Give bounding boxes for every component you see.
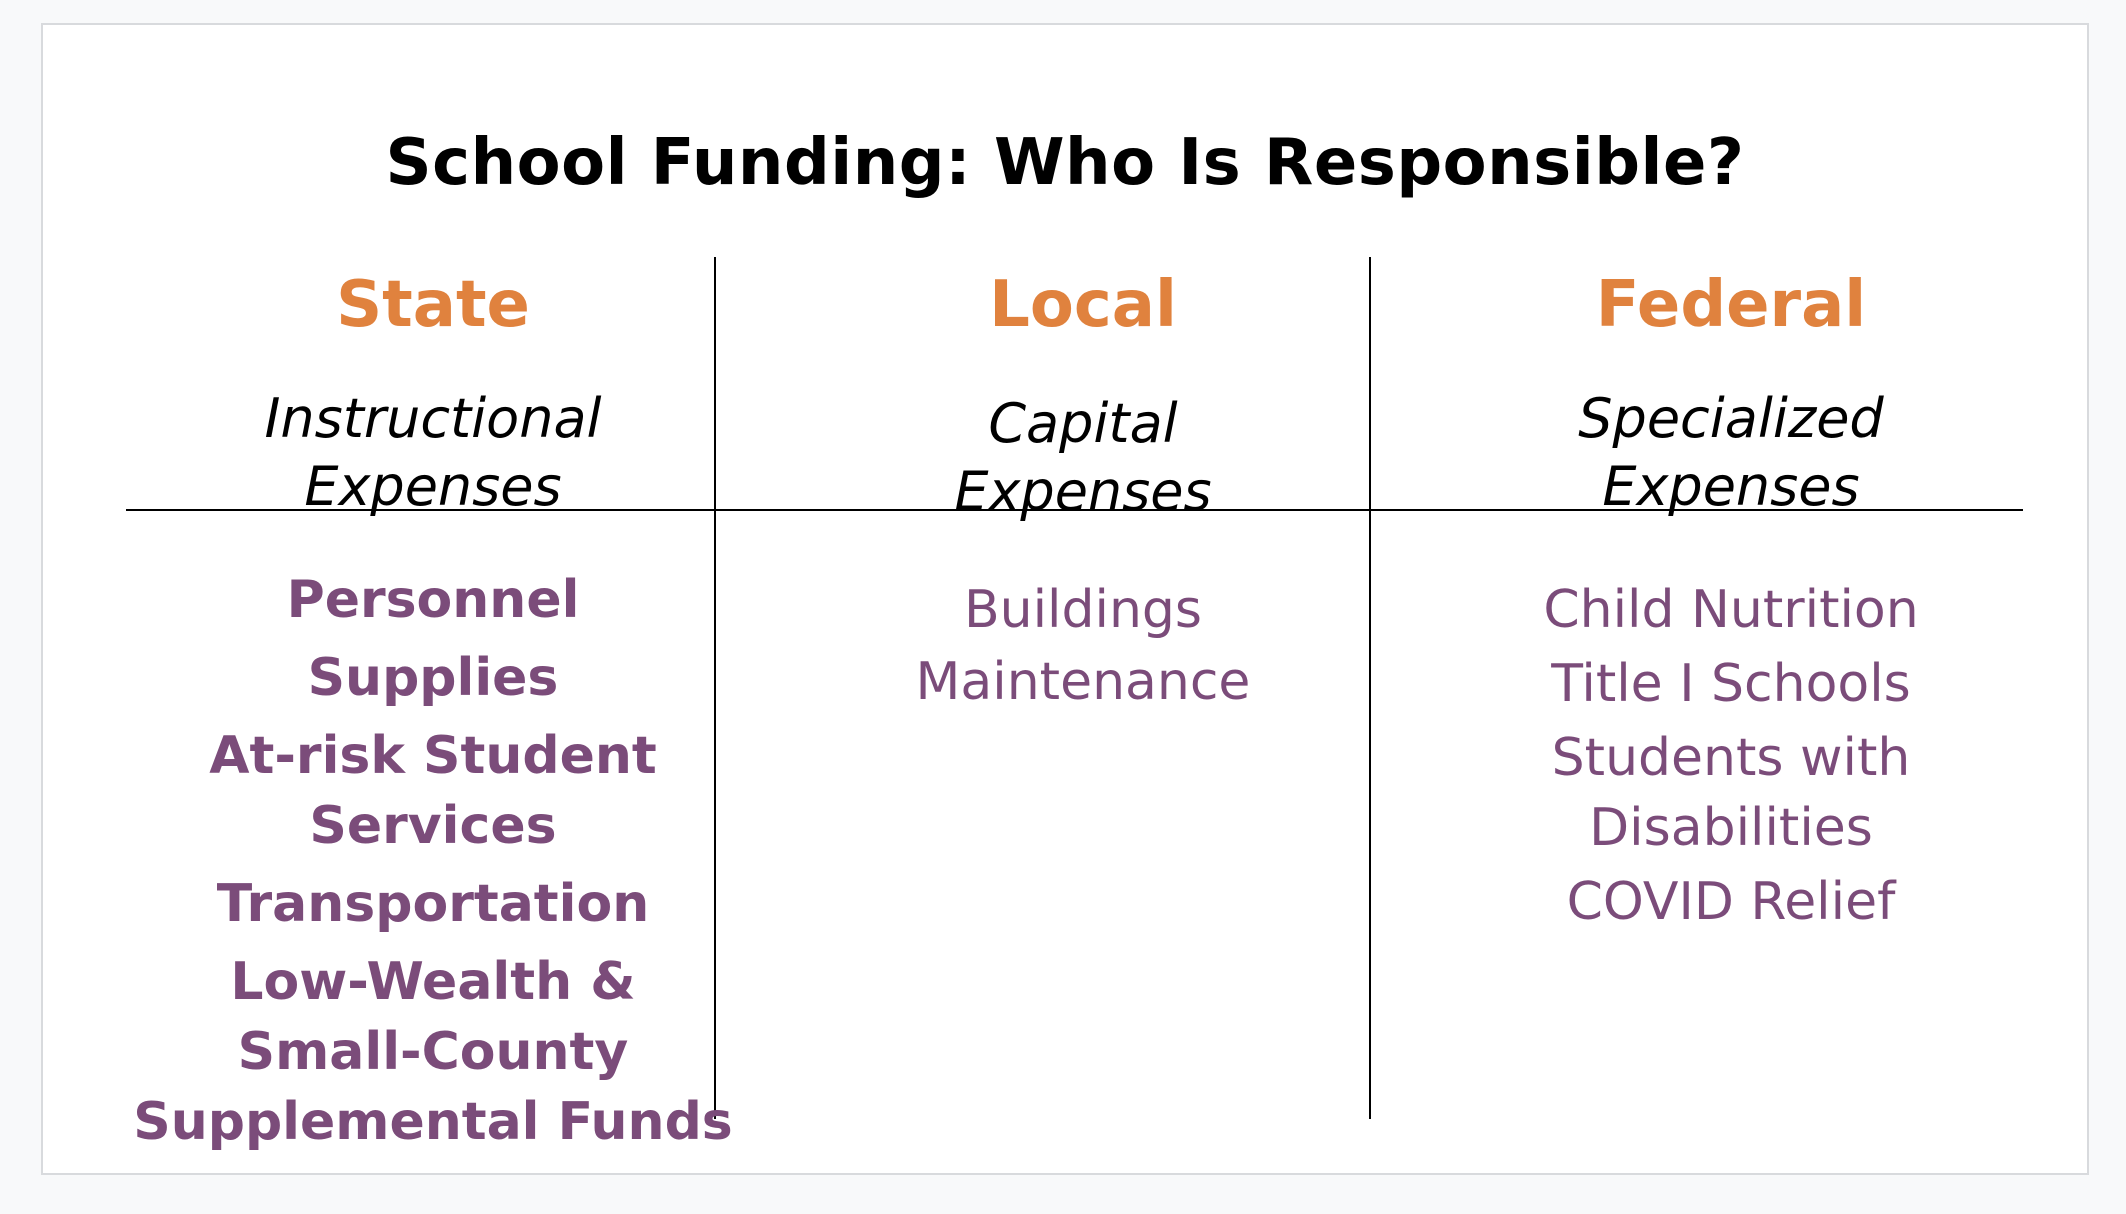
list-item	[113, 643, 753, 713]
item-line: Maintenance	[915, 652, 1251, 712]
list-item	[756, 575, 1410, 645]
column-subheading-local	[756, 390, 1410, 526]
list-item	[113, 721, 753, 861]
list-item	[113, 869, 753, 939]
item-line: Child Nutrition	[1543, 580, 1919, 640]
item-list-local	[756, 575, 1410, 717]
item-line: COVID Relief	[1566, 872, 1896, 932]
item-line: Personnel	[286, 570, 580, 630]
list-item	[113, 947, 753, 1157]
list-item	[1411, 723, 2051, 863]
subheading-line: Expenses	[1602, 455, 1860, 518]
item-line: Title I Schools	[1551, 654, 1911, 714]
column-heading-state: State	[336, 268, 530, 342]
item-line: Low-Wealth &	[230, 952, 636, 1012]
item-line: Supplemental Funds	[133, 1092, 733, 1152]
list-item	[1411, 649, 2051, 719]
item-line: At-risk Student	[209, 726, 657, 786]
funding-diagram-card	[41, 23, 2089, 1175]
item-list-federal	[1411, 575, 2051, 937]
list-item	[1411, 867, 2051, 937]
item-list-state	[113, 565, 753, 1157]
list-item	[113, 565, 753, 635]
subheading-line: Expenses	[954, 460, 1212, 523]
diagram-title: School Funding: Who Is Responsible?	[385, 126, 1745, 200]
item-line: Students with	[1551, 728, 1911, 788]
list-item	[1411, 575, 2051, 645]
item-line: Transportation	[216, 874, 650, 934]
item-line: Supplies	[307, 648, 559, 708]
subheading-line: Instructional	[264, 387, 602, 450]
column-heading-local: Local	[989, 268, 1177, 342]
column-heading-federal: Federal	[1595, 268, 1867, 342]
item-line: Services	[309, 796, 557, 856]
column-subheading-state	[113, 385, 753, 521]
subheading-line: Specialized	[1578, 387, 1884, 450]
item-line: Disabilities	[1589, 798, 1873, 858]
item-line: Buildings	[963, 580, 1203, 640]
subheading-line: Expenses	[304, 455, 562, 518]
subheading-line: Capital	[988, 392, 1178, 455]
list-item	[756, 647, 1410, 717]
item-line: Small-County	[237, 1022, 629, 1082]
column-subheading-federal	[1411, 385, 2051, 521]
